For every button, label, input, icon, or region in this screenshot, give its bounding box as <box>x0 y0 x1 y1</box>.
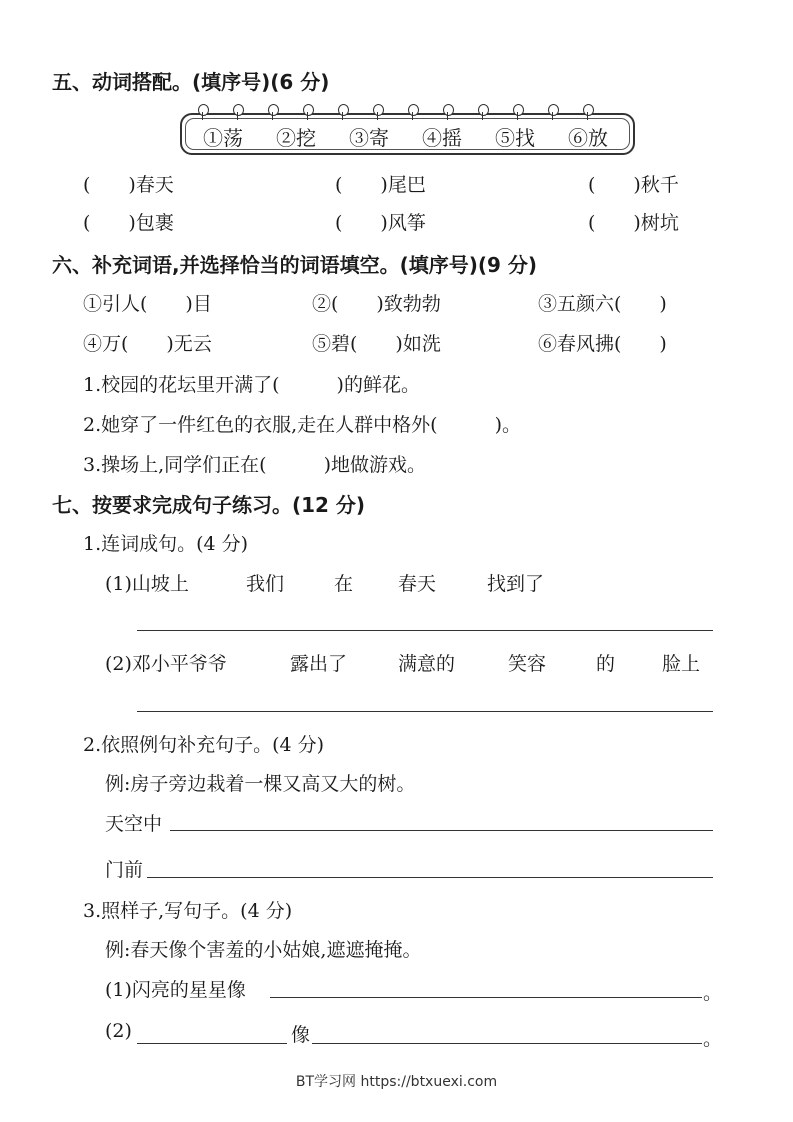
idiom-blank[interactable]: ③五颜六( ) <box>538 293 667 315</box>
word-tile: 笑容 <box>508 653 547 675</box>
verb-match-item[interactable]: ( )春天 <box>83 174 174 196</box>
word-tile: 春天 <box>398 573 437 595</box>
answer-line[interactable] <box>147 877 713 878</box>
q2-title: 2.依照例句补充句子。(4 分) <box>83 734 325 756</box>
period-mark: 。 <box>703 982 723 1004</box>
q2-prompt: 天空中 <box>105 813 163 835</box>
answer-line[interactable] <box>270 997 702 998</box>
word-tile: (1)山坡上 <box>105 573 189 595</box>
word-tile: 我们 <box>246 573 285 595</box>
verb-match-item[interactable]: ( )包裹 <box>83 212 174 234</box>
idiom-blank[interactable]: ④万( )无云 <box>83 333 212 355</box>
verb-option: ①荡 <box>203 126 243 150</box>
word-tile: 露出了 <box>290 653 348 675</box>
word-tile: (2)邓小平爷爷 <box>105 653 227 675</box>
word-tile: 的 <box>596 653 616 675</box>
word-tile: 脸上 <box>662 653 701 675</box>
q2-prompt: 门前 <box>105 859 144 881</box>
verb-match-item[interactable]: ( )树坑 <box>588 212 679 234</box>
verb-option: ⑥放 <box>568 126 608 150</box>
verb-match-item[interactable]: ( )尾巴 <box>335 174 426 196</box>
q3-prompt: (1)闪亮的星星像 <box>105 979 246 1001</box>
section7-title: 七、按要求完成句子练习。(12 分) <box>52 493 366 517</box>
fill-question[interactable]: 1.校园的花坛里开满了( )的鲜花。 <box>83 374 420 396</box>
q3-title: 3.照样子,写句子。(4 分) <box>83 900 293 922</box>
section6-title: 六、补充词语,并选择恰当的词语填空。(填序号)(9 分) <box>52 253 538 277</box>
footer-watermark: BT学习网 https://btxuexi.com <box>295 1074 498 1090</box>
idiom-blank[interactable]: ②( )致勃勃 <box>312 293 441 315</box>
verb-match-item[interactable]: ( )秋千 <box>588 174 679 196</box>
q3-example: 例:春天像个害羞的小姑娘,遮遮掩掩。 <box>105 939 422 961</box>
section5-title: 五、动词搭配。(填序号)(6 分) <box>52 70 330 94</box>
q1-title: 1.连词成句。(4 分) <box>83 533 249 555</box>
answer-line[interactable] <box>137 1043 287 1044</box>
idiom-blank[interactable]: ⑤碧( )如洗 <box>312 333 441 355</box>
q3-prompt: (2) <box>105 1020 132 1042</box>
verb-option: ②挖 <box>276 126 316 150</box>
verb-option: ③寄 <box>349 126 389 150</box>
answer-line[interactable] <box>137 711 713 712</box>
verb-option: ④摇 <box>422 126 462 150</box>
fill-question[interactable]: 3.操场上,同学们正在( )地做游戏。 <box>83 454 426 476</box>
word-tile: 在 <box>334 573 354 595</box>
word-tile: 找到了 <box>487 573 545 595</box>
fill-question[interactable]: 2.她穿了一件红色的衣服,走在人群中格外( )。 <box>83 414 521 436</box>
idiom-blank[interactable]: ⑥春风拂( ) <box>538 333 667 355</box>
answer-line[interactable] <box>137 630 713 631</box>
answer-line[interactable] <box>170 830 713 831</box>
word-tile: 满意的 <box>398 653 456 675</box>
idiom-blank[interactable]: ①引人( )目 <box>83 293 212 315</box>
q3-prompt: 像 <box>291 1024 311 1046</box>
answer-line[interactable] <box>312 1043 702 1044</box>
q2-example: 例:房子旁边栽着一棵又高又大的树。 <box>105 773 416 795</box>
period-mark: 。 <box>703 1028 723 1050</box>
verb-option: ⑤找 <box>495 126 535 150</box>
verb-match-item[interactable]: ( )风筝 <box>335 212 426 234</box>
